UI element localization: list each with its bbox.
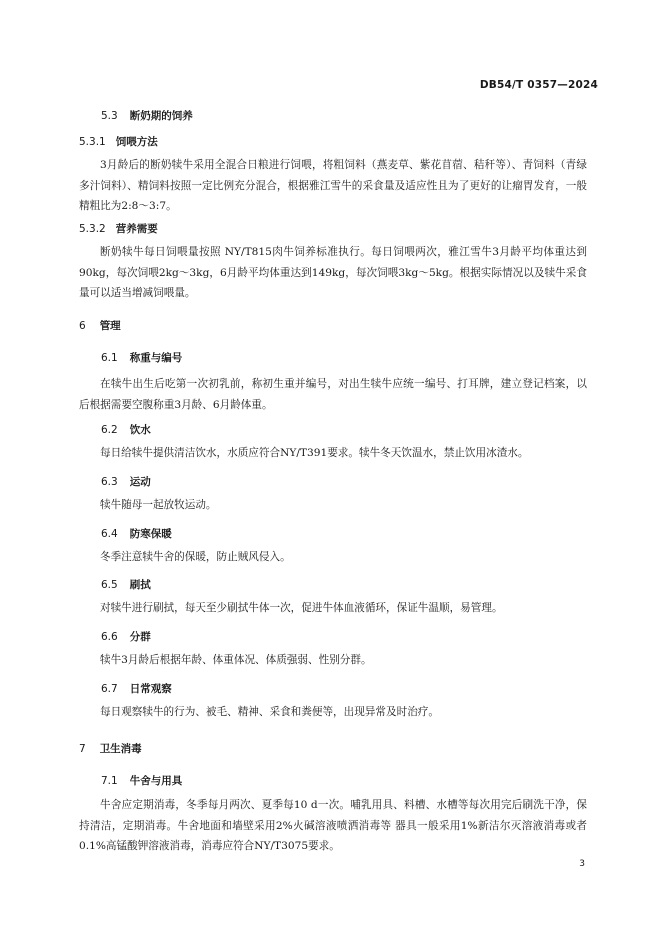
section-number: 6.3: [101, 476, 118, 488]
section-title: 刷拭: [129, 579, 151, 591]
paragraph: 牛舍应定期消毒，冬季每月两次、夏季每10 d一次。哺乳用具、料槽、水槽等每次用完后刷洗干净，保持清洁，定期消毒。牛舍地面和墙壁采用2%火碱溶液喷洒消毒等 器具一般采用1%新洁尔灭溶液消毒或者0.1%高锰酸钾溶液消毒，消毒应符合NY/T3075要求。: [79, 799, 587, 852]
section-number: 7.1: [101, 775, 118, 787]
paragraph: 每日给犊牛提供清洁饮水，水质应符合NY/T391要求。犊牛冬天饮温水，禁止饮用冰渣水。: [100, 447, 529, 459]
paragraph: 犊牛3月龄后根据年龄、体重体况、体质强弱、性别分群。: [100, 654, 372, 666]
section-heading: [79, 318, 121, 333]
section-title: 饮水: [129, 424, 151, 436]
section-number: 5.3.1: [79, 136, 106, 148]
section-heading: [101, 681, 172, 696]
section-title: 防寒保暖: [129, 528, 172, 540]
section-title: 运动: [129, 476, 151, 488]
section-heading: [79, 221, 158, 236]
section-title: 牛舍与用具: [129, 775, 183, 787]
section-heading: [101, 474, 151, 489]
section-number: 6: [79, 320, 86, 332]
section-title: 卫生消毒: [99, 743, 142, 755]
paragraph: 犊牛随母一起放牧运动。: [100, 499, 217, 511]
section-title: 营养需要: [115, 223, 158, 235]
section-title: 断奶期的饲养: [129, 110, 193, 122]
section-number: 6.7: [101, 683, 118, 695]
section-number: 7: [79, 743, 86, 755]
section-number: 5.3: [101, 110, 118, 122]
section-heading: [79, 741, 142, 756]
paragraph: 对犊牛进行刷拭，每天至少刷拭牛体一次，促进牛体血液循环，保证牛温顺，易管理。: [100, 602, 503, 614]
section-heading: [101, 350, 182, 365]
paragraph: 在犊牛出生后吃第一次初乳前，称初生重并编号，对出生犊牛应统一编号、打耳牌，建立登记档案，以后根据需要空腹称重3月龄、6月龄体重。: [79, 378, 587, 411]
section-heading: [101, 577, 151, 592]
section-number: 6.1: [101, 352, 118, 364]
section-heading: [101, 526, 172, 541]
paragraph: 冬季注意犊牛舍的保暖，防止贼风侵入。: [100, 551, 291, 563]
section-heading: [101, 108, 193, 123]
page-number: 3: [579, 859, 585, 869]
section-number: 6.4: [101, 528, 118, 540]
section-heading: [79, 134, 158, 149]
section-title: 管理: [99, 320, 121, 332]
document-code: DB54/T 0357—2024: [479, 79, 598, 91]
section-heading: [101, 422, 151, 437]
section-number: 6.5: [101, 579, 118, 591]
paragraph: 3月龄后的断奶犊牛采用全混合日粮进行饲喂，将粗饲料（燕麦草、紫花苜蓿、秸秆等）、青饲料（青绿多汁饲料）、精饲料按照一定比例充分混合，根据雅江雪牛的采食量及适应性且为了更好的让瘤胃发育，一般精粗比为2:8～3:7。: [79, 159, 587, 212]
paragraph: 断奶犊牛每日饲喂量按照 NY/T815肉牛饲养标准执行。每日饲喂两次，雅江雪牛3月龄平均体重达到90kg，每次饲喂2kg～3kg，6月龄平均体重达到149kg，每次饲喂3kg～5kg。根据实际情况以及犊牛采食量可以适当增减饲喂量。: [79, 246, 587, 299]
section-title: 分群: [129, 631, 151, 643]
section-number: 5.3.2: [79, 223, 106, 235]
section-title: 日常观察: [129, 683, 172, 695]
section-title: 称重与编号: [129, 352, 183, 364]
section-heading: [101, 773, 182, 788]
section-number: 6.6: [101, 631, 118, 643]
section-heading: [101, 629, 151, 644]
section-number: 6.2: [101, 424, 118, 436]
section-title: 饲喂方法: [115, 136, 158, 148]
paragraph: 每日观察犊牛的行为、被毛、精神、采食和粪便等，出现异常及时治疗。: [100, 706, 439, 718]
